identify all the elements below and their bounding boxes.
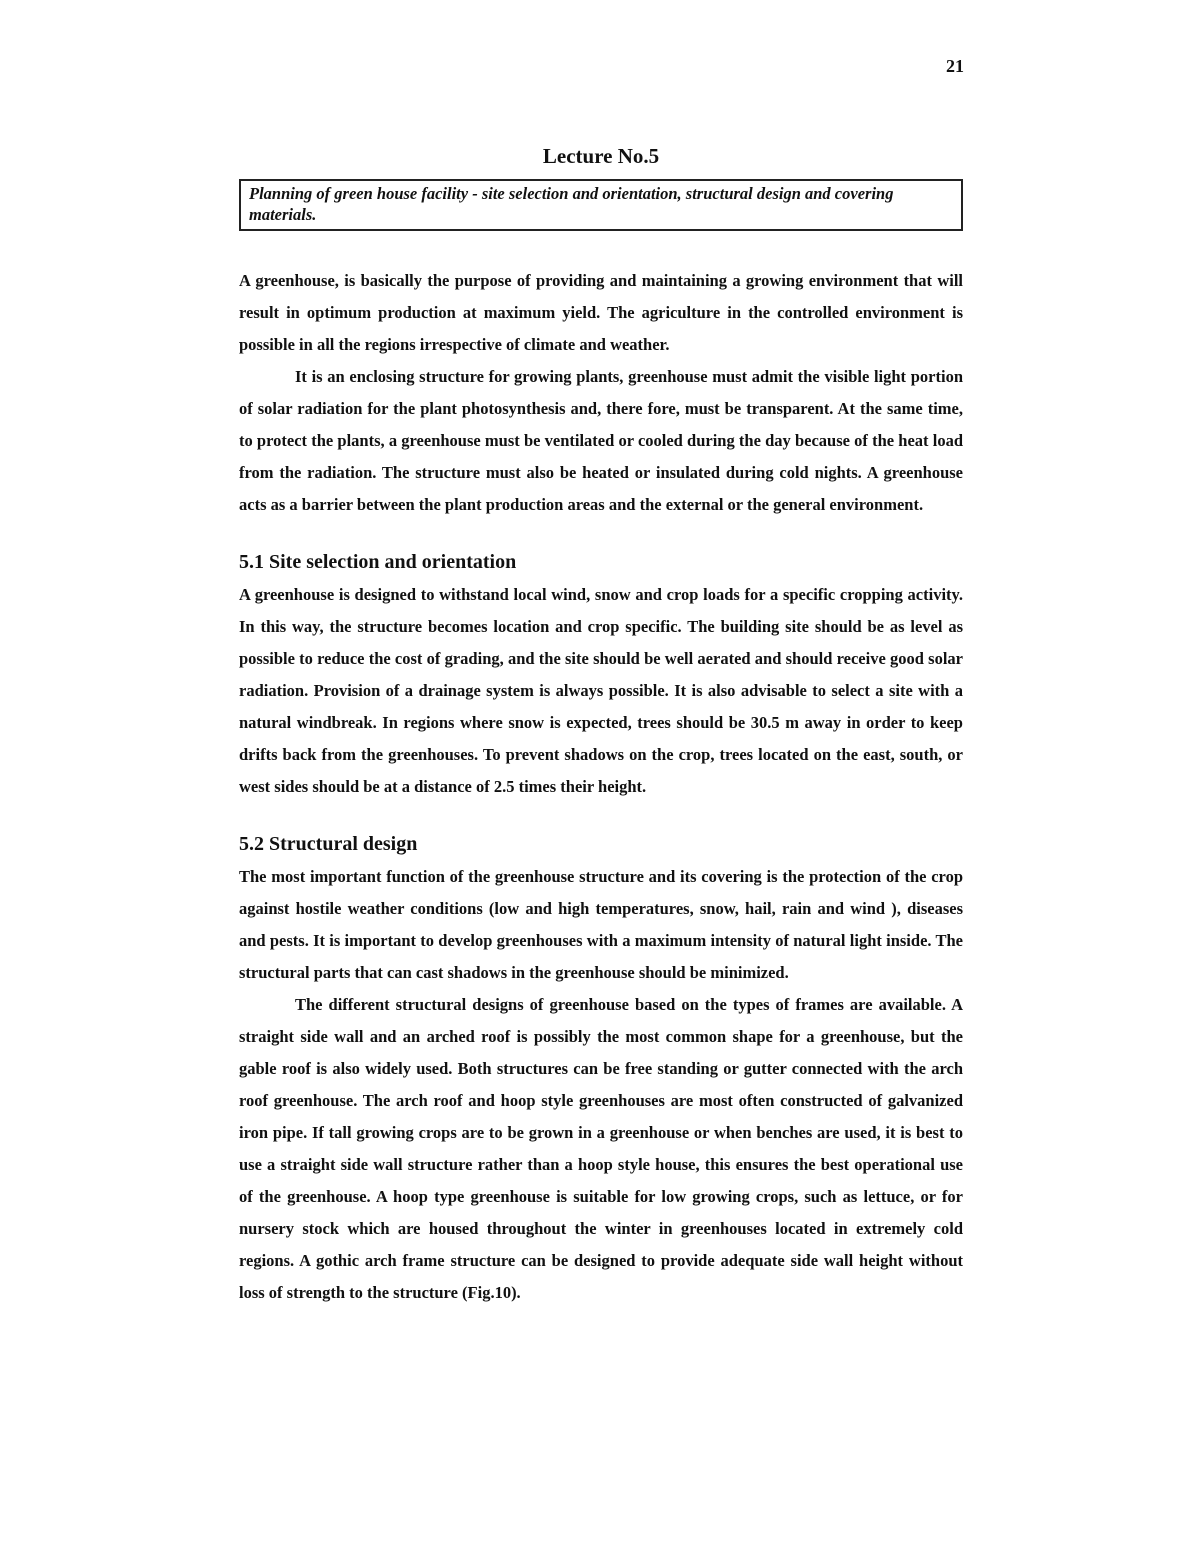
section-5-1-paragraph-1: A greenhouse is designed to withstand local wind, snow and crop loads for a specific cropping activity. In this way, the structure becomes location and crop specific. The building site should be as level as possible to reduce the cost of grading, and the site should be well aerated and should receive good solar radiation. Provision of a drainage system is always possible. It is also advisable to select a site with a natural windbreak. In regions where snow is expected, trees should be 30.5 m away in order to keep drifts back from the greenhouses. To prevent shadows on the crop, trees located on the east, south, or west sides should be at a distance of 2.5 times their height. bbox=[239, 585, 963, 796]
section-5-2-paragraph-2: The different structural designs of greenhouse based on the types of frames are available. A straight side wall and an arched roof is possibly the most common shape for a greenhouse, but the gable roof is also widely used. Both structures can be free standing or gutter connected with the arch roof greenhouse. The arch roof and hoop style greenhouses are most often constructed of galvanized iron pipe. If tall growing crops are to be grown in a greenhouse or when benches are used, it is best to use a straight side wall structure rather than a hoop style house, this ensures the best operational use of the greenhouse. A hoop type greenhouse is suitable for low growing crops, such as lettuce, or for nursery stock which are housed throughout the winter in greenhouses located in extremely cold regions. A gothic arch frame structure can be designed to provide adequate side wall height without loss of strength to the structure (Fig.10). bbox=[239, 995, 963, 1302]
lecture-title: Lecture No.5 bbox=[542, 144, 660, 168]
page-number: 21 bbox=[946, 56, 964, 76]
section-5-2-paragraph-1: The most important function of the greenhouse structure and its covering is the protection of the crop against hostile weather conditions (low and high temperatures, snow, hail, rain and wind ), diseases and pests. It is important to develop greenhouses with a maximum intensity of natural light inside. The structural parts that can cast shadows in the greenhouse should be minimized. bbox=[239, 867, 963, 982]
page-content bbox=[239, 140, 963, 1309]
topic-text: Planning of green house facility - site selection and orientation, structural design and covering materials. bbox=[249, 184, 894, 224]
section-heading-5-2: 5.2 Structural design bbox=[239, 833, 418, 855]
intro-paragraph-2: It is an enclosing structure for growing plants, greenhouse must admit the visible light portion of solar radiation for the plant photosynthesis and, there fore, must be transparent. At the same time, to protect the plants, a greenhouse must be ventilated or cooled during the day because of the heat load from the radiation. The structure must also be heated or insulated during cold nights. A greenhouse acts as a barrier between the plant production areas and the external or the general environment. bbox=[239, 367, 963, 514]
intro-paragraph-1: A greenhouse, is basically the purpose of providing and maintaining a growing environment that will result in optimum production at maximum yield. The agriculture in the controlled environment is possible in all the regions irrespective of climate and weather. bbox=[239, 271, 963, 354]
section-heading-5-1: 5.1 Site selection and orientation bbox=[239, 551, 517, 573]
topic-box bbox=[239, 179, 963, 231]
